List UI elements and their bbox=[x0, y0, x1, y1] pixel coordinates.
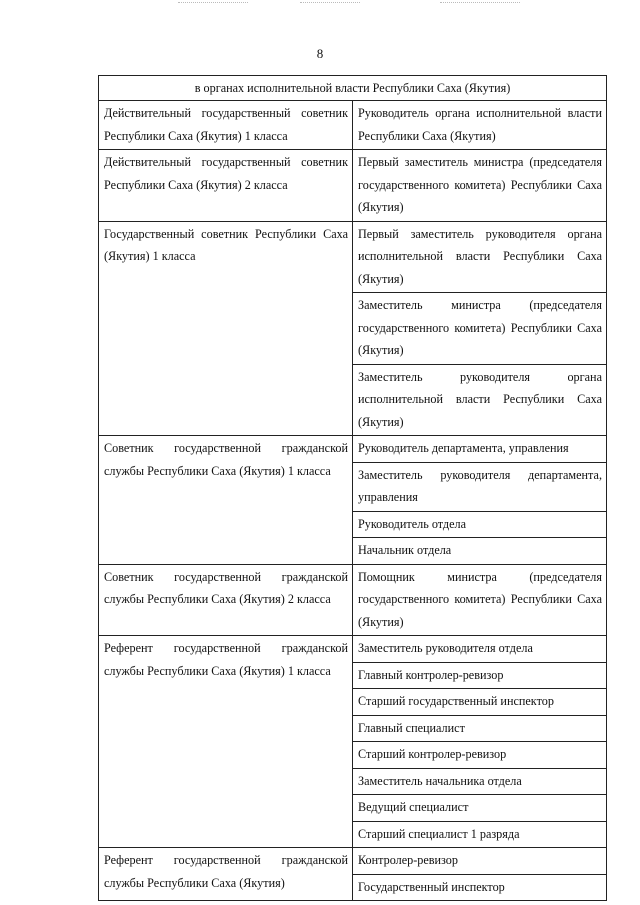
position-item: Первый заместитель министра (председателя государственного комитета) Республики Саха (Якутия) bbox=[358, 155, 602, 214]
position-item: Ведущий специалист bbox=[353, 795, 606, 822]
table-row bbox=[99, 565, 606, 637]
rank-cell: Советник государственной гражданской службы Республики Саха (Якутия) 1 класса bbox=[99, 436, 353, 564]
table-row bbox=[99, 636, 606, 848]
rank-cell: Государственный советник Республики Саха (Якутия) 1 класса bbox=[99, 222, 353, 436]
table-body bbox=[99, 101, 606, 900]
position-item: Первый заместитель руководителя органа исполнительной власти Республики Саха (Якутия) bbox=[353, 222, 606, 294]
scan-artifact bbox=[178, 2, 248, 5]
scan-artifact bbox=[300, 2, 360, 5]
rank-position-table bbox=[98, 75, 607, 901]
position-item: Заместитель руководителя отдела bbox=[353, 636, 606, 663]
position-item: Старший специалист 1 разряда bbox=[358, 826, 520, 841]
rank-cell: Референт государственной гражданской службы Республики Саха (Якутия) 1 класса bbox=[99, 636, 353, 847]
table-row bbox=[99, 222, 606, 437]
position-item: Старший контролер-ревизор bbox=[353, 742, 606, 769]
rank-cell: Действительный государственный советник Республики Саха (Якутия) 2 класса bbox=[99, 150, 353, 221]
position-item: Заместитель министра (председателя государственного комитета) Республики Саха (Якутия) bbox=[353, 293, 606, 365]
table-row bbox=[99, 848, 606, 900]
table-row bbox=[99, 150, 606, 222]
positions-cell bbox=[353, 101, 606, 149]
position-item: Руководитель департамента, управления bbox=[353, 436, 606, 463]
position-item: Заместитель руководителя департамента, управления bbox=[353, 463, 606, 512]
position-item: Старший государственный инспектор bbox=[353, 689, 606, 716]
positions-cell bbox=[353, 436, 606, 564]
position-item: Заместитель руководителя органа исполнительной власти Республики Саха (Якутия) bbox=[358, 369, 602, 429]
position-item: Руководитель отдела bbox=[353, 512, 606, 539]
page-number: 8 bbox=[316, 46, 324, 61]
position-item: Начальник отдела bbox=[358, 543, 452, 557]
positions-cell bbox=[353, 565, 606, 636]
table-row bbox=[99, 436, 606, 565]
table-caption: в органах исполнительной власти Республики Саха (Якутия) bbox=[99, 76, 606, 101]
positions-cell bbox=[353, 150, 606, 221]
position-item: Помощник министра (председателя государственного комитета) Республики Саха (Якутия) bbox=[358, 569, 602, 629]
positions-cell bbox=[353, 636, 606, 847]
position-item: Заместитель начальника отдела bbox=[353, 769, 606, 796]
positions-cell bbox=[353, 848, 606, 900]
rank-cell: Действительный государственный советник Республики Саха (Якутия) 1 класса bbox=[99, 101, 353, 149]
rank-cell: Референт государственной гражданской службы Республики Саха (Якутия) bbox=[99, 848, 353, 900]
position-item: Государственный инспектор bbox=[358, 879, 505, 894]
position-item: Главный контролер-ревизор bbox=[353, 663, 606, 690]
positions-cell bbox=[353, 222, 606, 436]
position-item: Контролер-ревизор bbox=[353, 848, 606, 875]
rank-cell: Советник государственной гражданской службы Республики Саха (Якутия) 2 класса bbox=[99, 565, 353, 636]
position-item: Руководитель органа исполнительной власти Республики Саха (Якутия) bbox=[358, 106, 602, 143]
position-item: Главный специалист bbox=[353, 716, 606, 743]
scan-artifact bbox=[440, 2, 520, 5]
table-row bbox=[99, 101, 606, 150]
